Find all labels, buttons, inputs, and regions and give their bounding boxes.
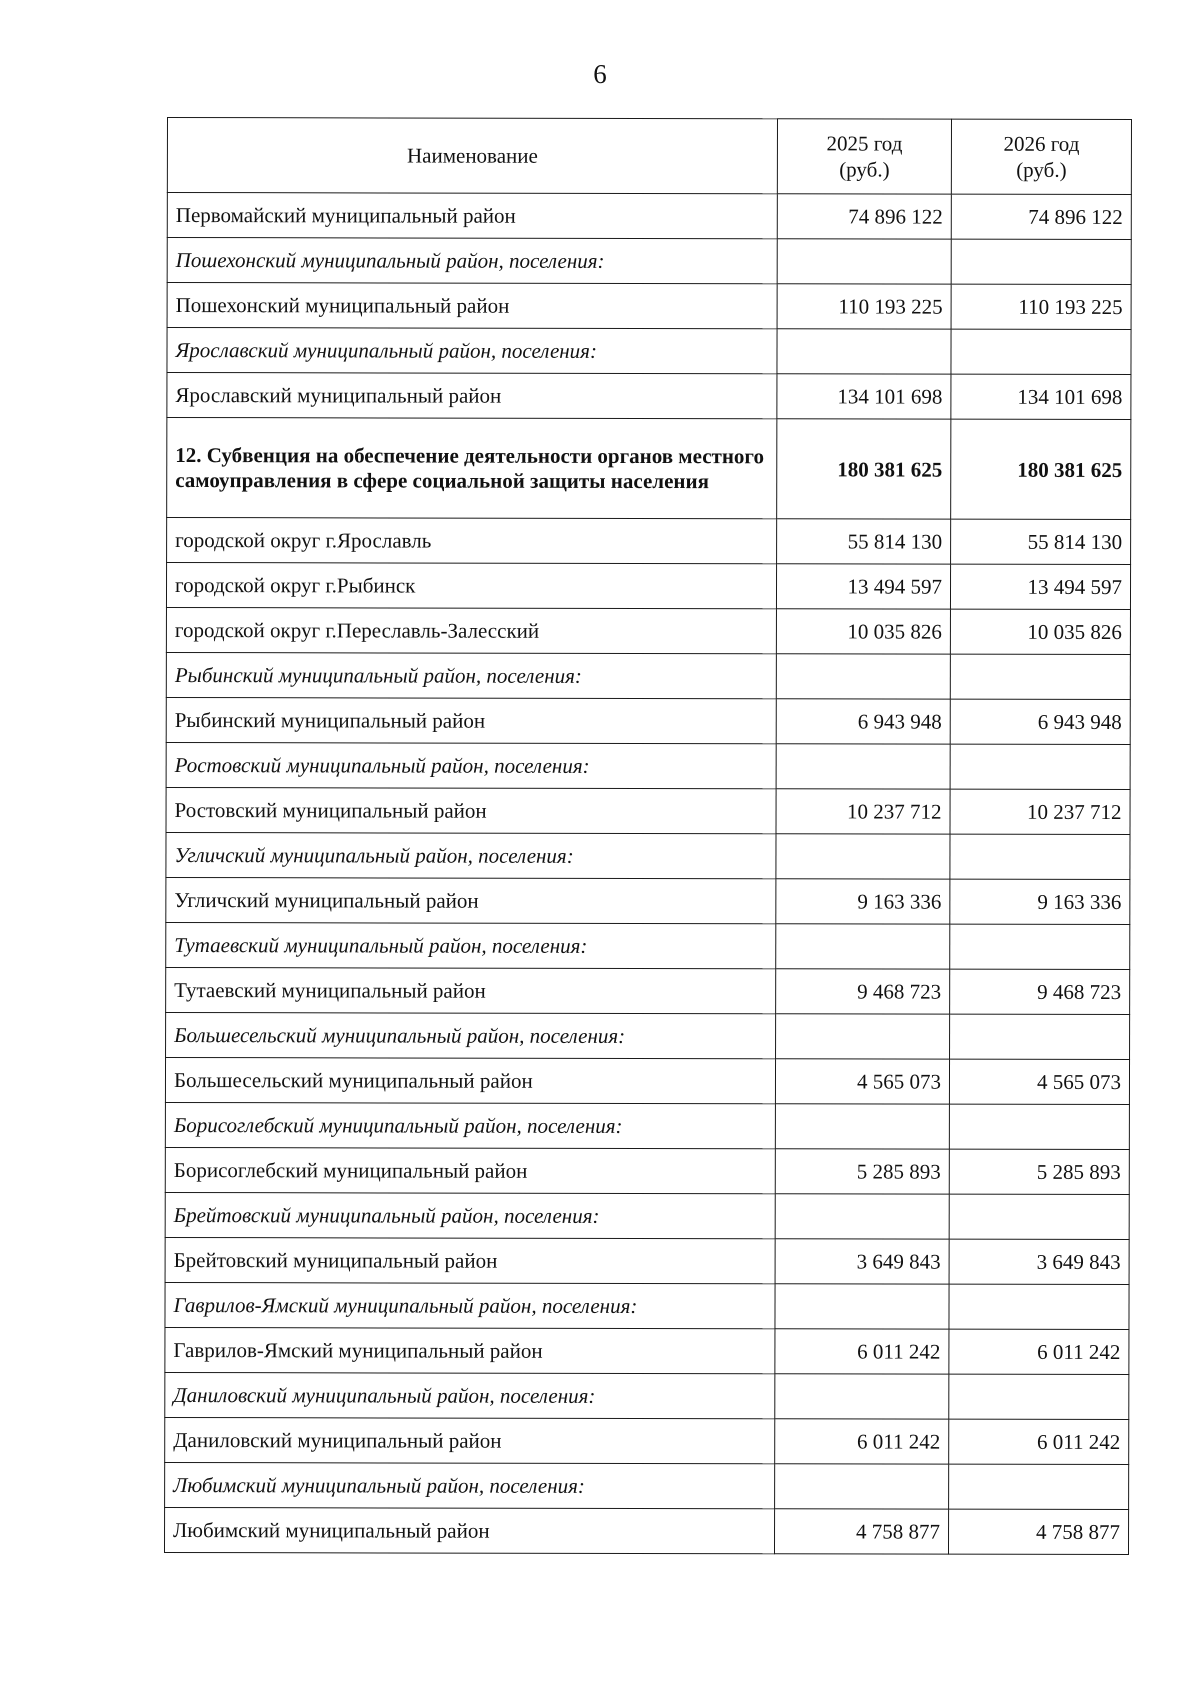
cell-2025: 3 649 843 xyxy=(775,1239,949,1284)
cell-2025: 9 468 723 xyxy=(776,969,950,1014)
table-row xyxy=(164,1507,1128,1554)
cell-name: Борисоглебский муниципальный район, поселения: xyxy=(165,1102,775,1148)
cell-name: Ростовский муниципальный район xyxy=(166,787,776,833)
cell-name: Гаврилов-Ямский муниципальный район, поселения: xyxy=(165,1282,775,1328)
page-number: 6 xyxy=(593,59,607,89)
table-row xyxy=(167,283,1131,330)
cell-name: Даниловский муниципальный район, поселения: xyxy=(165,1372,775,1418)
table-row xyxy=(165,1417,1129,1464)
table-subheader-row xyxy=(166,832,1130,879)
cell-name: 12. Субвенция на обеспечение деятельности органов местного самоуправления в сфере социальной защиты населения xyxy=(167,418,777,519)
cell-2025: 74 896 122 xyxy=(777,194,951,239)
cell-2025 xyxy=(775,1374,949,1419)
header-2026-year: 2026 год xyxy=(1003,131,1080,156)
cell-2026: 6 943 948 xyxy=(950,699,1130,744)
table-row xyxy=(166,787,1130,834)
cell-2025 xyxy=(777,239,951,284)
table-row xyxy=(165,1147,1129,1194)
table-row xyxy=(166,697,1130,744)
cell-2025: 6 011 242 xyxy=(775,1419,949,1464)
header-2026 xyxy=(951,119,1131,194)
cell-name: Ярославский муниципальный район, поселения: xyxy=(167,328,777,374)
cell-name: Ростовский муниципальный район, поселения: xyxy=(166,742,776,788)
cell-2025 xyxy=(775,1104,949,1149)
table-subheader-row xyxy=(167,328,1131,375)
cell-2025: 134 101 698 xyxy=(777,374,951,419)
cell-2025: 13 494 597 xyxy=(776,564,950,609)
table-row xyxy=(166,608,1130,655)
table-row xyxy=(167,193,1131,240)
header-2025-unit: (руб.) xyxy=(839,157,890,182)
cell-2026 xyxy=(949,1194,1129,1239)
cell-2025 xyxy=(777,329,951,374)
cell-2026: 6 011 242 xyxy=(949,1329,1129,1374)
table-subheader-row xyxy=(166,742,1130,789)
cell-2026: 10 237 712 xyxy=(950,789,1130,834)
cell-name: городской округ г.Ярославль xyxy=(167,518,777,564)
header-name-label: Наименование xyxy=(406,143,538,168)
cell-2026 xyxy=(949,1374,1129,1419)
cell-name: Рыбинский муниципальный район, поселения: xyxy=(166,652,776,698)
cell-2026 xyxy=(949,1464,1129,1509)
cell-2026: 3 649 843 xyxy=(949,1239,1129,1284)
table-body xyxy=(164,193,1131,1555)
cell-2025: 4 565 073 xyxy=(775,1059,949,1104)
cell-2026 xyxy=(949,1284,1129,1329)
table-subheader-row xyxy=(165,1192,1129,1239)
cell-name: Ярославский муниципальный район xyxy=(167,373,777,419)
cell-name: Угличский муниципальный район, поселения: xyxy=(166,832,776,878)
cell-2026 xyxy=(949,1104,1129,1149)
table-row xyxy=(166,967,1130,1014)
cell-2025 xyxy=(776,924,950,969)
cell-2025: 10 237 712 xyxy=(776,789,950,834)
cell-name: Любимский муниципальный район xyxy=(164,1507,774,1553)
cell-name: Пошехонский муниципальный район xyxy=(167,283,777,329)
table-row xyxy=(165,1057,1129,1104)
cell-2026 xyxy=(951,239,1131,284)
table-row xyxy=(165,1237,1129,1284)
table-subheader-row xyxy=(165,1282,1129,1329)
cell-2025 xyxy=(775,1464,949,1509)
cell-2026: 9 468 723 xyxy=(950,969,1130,1014)
cell-2025: 6 011 242 xyxy=(775,1329,949,1374)
cell-2026: 74 896 122 xyxy=(951,194,1131,239)
cell-2025: 9 163 336 xyxy=(776,879,950,924)
cell-2025 xyxy=(776,834,950,879)
cell-2026: 110 193 225 xyxy=(951,284,1131,329)
cell-2026 xyxy=(950,1014,1130,1059)
cell-2025: 10 035 826 xyxy=(776,609,950,654)
table-subheader-row xyxy=(166,922,1130,969)
table-subheader-row xyxy=(166,1012,1130,1059)
table-subheader-row xyxy=(165,1372,1129,1419)
cell-2026: 6 011 242 xyxy=(949,1419,1129,1464)
cell-name: Брейтовский муниципальный район, поселения: xyxy=(165,1192,775,1238)
cell-2026 xyxy=(950,654,1130,699)
cell-name: Пошехонский муниципальный район, поселения: xyxy=(167,238,777,284)
cell-name: городской округ г.Рыбинск xyxy=(166,563,776,609)
table-header-row xyxy=(167,118,1131,195)
cell-2025 xyxy=(775,1194,949,1239)
cell-name: Борисоглебский муниципальный район xyxy=(165,1147,775,1193)
header-2025 xyxy=(777,119,951,194)
cell-2026: 134 101 698 xyxy=(951,374,1131,419)
table-row xyxy=(165,1327,1129,1374)
header-2025-year: 2025 год xyxy=(826,131,903,156)
cell-2025: 4 758 877 xyxy=(774,1509,948,1554)
table-subheader-row xyxy=(165,1462,1129,1509)
cell-2026: 55 814 130 xyxy=(951,519,1131,564)
cell-name: Первомайский муниципальный район xyxy=(167,193,777,239)
cell-2026: 5 285 893 xyxy=(949,1149,1129,1194)
cell-2026: 10 035 826 xyxy=(950,609,1130,654)
cell-name: Гаврилов-Ямский муниципальный район xyxy=(165,1327,775,1373)
cell-2026: 4 758 877 xyxy=(948,1509,1128,1554)
budget-table xyxy=(164,117,1132,1555)
cell-name: Большесельский муниципальный район xyxy=(165,1057,775,1103)
cell-2025: 55 814 130 xyxy=(777,519,951,564)
table-row xyxy=(167,373,1131,420)
cell-name: Тутаевский муниципальный район xyxy=(166,967,776,1013)
cell-2025: 6 943 948 xyxy=(776,699,950,744)
cell-2025 xyxy=(776,1014,950,1059)
header-2026-unit: (руб.) xyxy=(1016,157,1067,182)
cell-2026 xyxy=(950,744,1130,789)
cell-name: Рыбинский муниципальный район xyxy=(166,697,776,743)
table-total-row xyxy=(167,418,1131,520)
cell-2025 xyxy=(775,1284,949,1329)
cell-2026: 180 381 625 xyxy=(951,419,1131,519)
table-row xyxy=(167,518,1131,565)
table-subheader-row xyxy=(167,238,1131,285)
cell-2026 xyxy=(951,329,1131,374)
cell-name: Большесельский муниципальный район, поселения: xyxy=(166,1012,776,1058)
cell-2026: 13 494 597 xyxy=(950,564,1130,609)
header-name xyxy=(167,118,777,194)
cell-2026 xyxy=(950,924,1130,969)
cell-name: Брейтовский муниципальный район xyxy=(165,1237,775,1283)
table-subheader-row xyxy=(166,652,1130,699)
cell-name: городской округ г.Переславль-Залесский xyxy=(166,608,776,654)
cell-2025 xyxy=(776,654,950,699)
cell-2025: 5 285 893 xyxy=(775,1149,949,1194)
cell-2025: 110 193 225 xyxy=(777,284,951,329)
cell-2026: 4 565 073 xyxy=(949,1059,1129,1104)
table-row xyxy=(166,563,1130,610)
cell-name: Даниловский муниципальный район xyxy=(165,1417,775,1463)
cell-2025 xyxy=(776,744,950,789)
cell-2026 xyxy=(950,834,1130,879)
table-row xyxy=(166,877,1130,924)
cell-name: Угличский муниципальный район xyxy=(166,877,776,923)
cell-2026: 9 163 336 xyxy=(950,879,1130,924)
cell-name: Любимский муниципальный район, поселения: xyxy=(165,1462,775,1508)
table-subheader-row xyxy=(165,1102,1129,1149)
cell-2025: 180 381 625 xyxy=(777,419,951,519)
cell-name: Тутаевский муниципальный район, поселения: xyxy=(166,922,776,968)
